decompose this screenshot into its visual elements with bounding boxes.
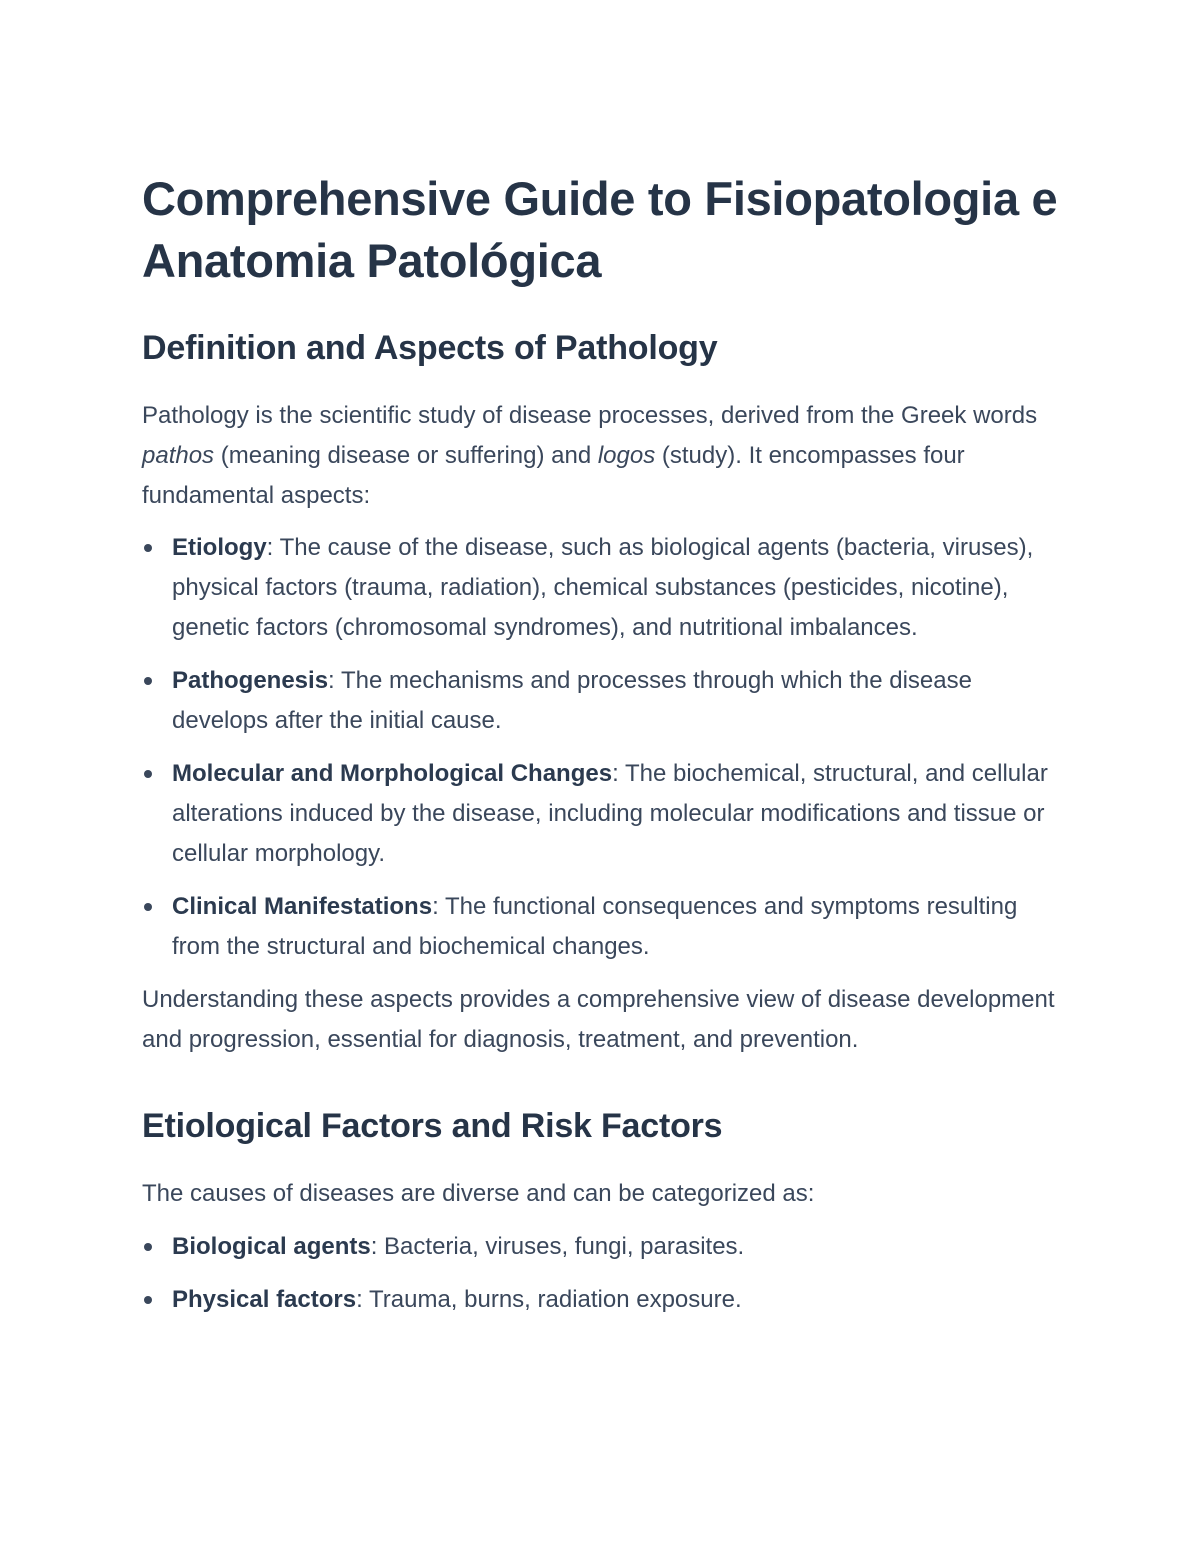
- list-item-term: Molecular and Morphological Changes: [172, 760, 613, 787]
- aspects-list: [142, 528, 1062, 967]
- list-item-clinical-manifestations: [142, 887, 1062, 967]
- bullet-icon: [144, 1243, 152, 1251]
- intro-text: Pathology is the scientific study of disease processes, derived from the Greek words: [142, 402, 1038, 429]
- document-title: Comprehensive Guide to Fisiopatologia e Anatomia Patológica: [142, 172, 1058, 287]
- section-closing-paragraph: Understanding these aspects provides a comprehensive view of disease development and progression, essential for diagnosis, treatment, and prevention.: [142, 986, 1055, 1053]
- bullet-icon: [144, 1296, 152, 1304]
- bullet-icon: [144, 770, 152, 778]
- list-item-term: Etiology: [172, 534, 267, 561]
- list-item-text: : The biochemical, structural, and cellular alterations induced by the disease, including molecular modifications and tissue or cellular morphology.: [172, 760, 1048, 867]
- list-item-term: Clinical Manifestations: [172, 893, 433, 920]
- list-item-term: Biological agents: [172, 1233, 371, 1260]
- list-item-term: Pathogenesis: [172, 667, 329, 694]
- list-item-text: : Bacteria, viruses, fungi, parasites.: [370, 1233, 745, 1260]
- list-item-pathogenesis: [142, 661, 1062, 741]
- section-heading-etiological-factors: Etiological Factors and Risk Factors: [142, 1107, 723, 1145]
- section-heading-definition: Definition and Aspects of Pathology: [142, 329, 718, 367]
- intro-text: (study). It encompasses four fundamental aspects:: [142, 442, 965, 509]
- section-intro-paragraph: [142, 396, 1062, 516]
- list-item-text: : The cause of the disease, such as biological agents (bacteria, viruses), physical factors (trauma, radiation), chemical substances (pesticides, nicotine), genetic factors (chromosomal syndromes), and nutritional imbalances.: [172, 534, 1034, 641]
- list-item-molecular-changes: [142, 754, 1062, 874]
- bullet-icon: [144, 903, 152, 911]
- intro-term-logos: logos: [597, 442, 656, 469]
- list-item-text: : The mechanisms and processes through which the disease develops after the initial cause.: [172, 667, 972, 734]
- intro-text: (meaning disease or suffering) and: [214, 442, 598, 469]
- list-item-term: Physical factors: [172, 1286, 357, 1313]
- list-item-text: : The functional consequences and symptoms resulting from the structural and biochemical changes.: [172, 893, 1018, 960]
- list-item-etiology: [142, 528, 1062, 648]
- list-item-biological-agents: [142, 1227, 1062, 1267]
- bullet-icon: [144, 677, 152, 685]
- list-item-text: : Trauma, burns, radiation exposure.: [356, 1286, 742, 1313]
- intro-term-pathos: pathos: [142, 442, 215, 469]
- section-intro-paragraph: The causes of diseases are diverse and can be categorized as:: [142, 1180, 815, 1207]
- document-page: [142, 168, 1062, 1333]
- causes-list: [142, 1227, 1062, 1320]
- list-item-physical-factors: [142, 1280, 1062, 1320]
- bullet-icon: [144, 544, 152, 552]
